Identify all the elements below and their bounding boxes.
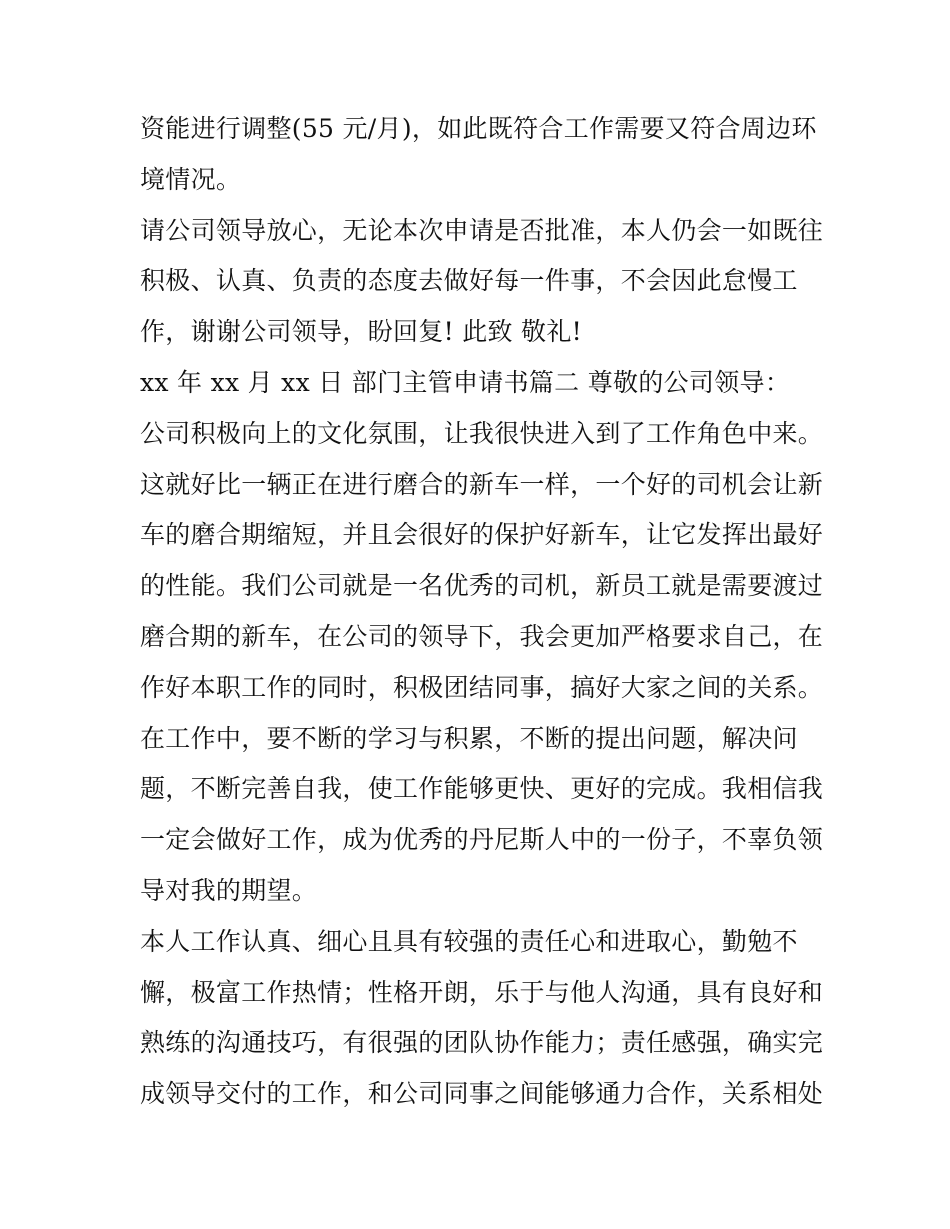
text-line: 作，谢谢公司领导，盼回复! 此致 敬礼!: [140, 317, 582, 347]
text-line: xx 年 xx 月 xx 日 部门主管申请书篇二 尊敬的公司领导：: [140, 367, 791, 397]
text-line: 请公司领导放心，无论本次申请是否批准，本人仍会一如既往: [140, 215, 824, 245]
text-line: 资能进行调整(55 元/月)，如此既符合工作需要又符合周边环: [140, 114, 817, 143]
text-line: 的性能。我们公司就是一名优秀的司机，新员工就是需要渡过: [140, 571, 824, 601]
text-line: 这就好比一辆正在进行磨合的新车一样，一个好的司机会让新: [140, 469, 824, 499]
text-line: 题，不断完善自我，使工作能够更快、更好的完成。我相信我: [140, 774, 824, 804]
text-line: 导对我的期望。: [140, 875, 318, 905]
document-body: [140, 104, 824, 1120]
text-line: 熟练的沟通技巧，有很强的团队协作能力；责任感强，确实完: [140, 1028, 824, 1058]
text-line: 车的磨合期缩短，并且会很好的保护好新车，让它发挥出最好: [140, 520, 824, 550]
text-line: 作好本职工作的同时，积极团结同事，搞好大家之间的关系。: [140, 672, 824, 702]
text-line: 成领导交付的工作，和公司同事之间能够通力合作，关系相处: [140, 1079, 824, 1109]
text-line: 一定会做好工作，成为优秀的丹尼斯人中的一份子，不辜负领: [140, 825, 824, 855]
text-line: 积极、认真、负责的态度去做好每一件事，不会因此怠慢工: [140, 266, 798, 296]
text-line: 在工作中，要不断的学习与积累，不断的提出问题，解决问: [140, 723, 798, 753]
text-line: 境情况。: [140, 164, 242, 194]
text-line: 磨合期的新车，在公司的领导下，我会更加严格要求自己，在: [140, 621, 824, 651]
text-line: 本人工作认真、细心且具有较强的责任心和进取心，勤勉不: [140, 926, 798, 956]
text-line: 公司积极向上的文化氛围，让我很快进入到了工作角色中来。: [140, 418, 824, 448]
text-line: 懈，极富工作热情；性格开朗，乐于与他人沟通，具有良好和: [140, 977, 824, 1007]
